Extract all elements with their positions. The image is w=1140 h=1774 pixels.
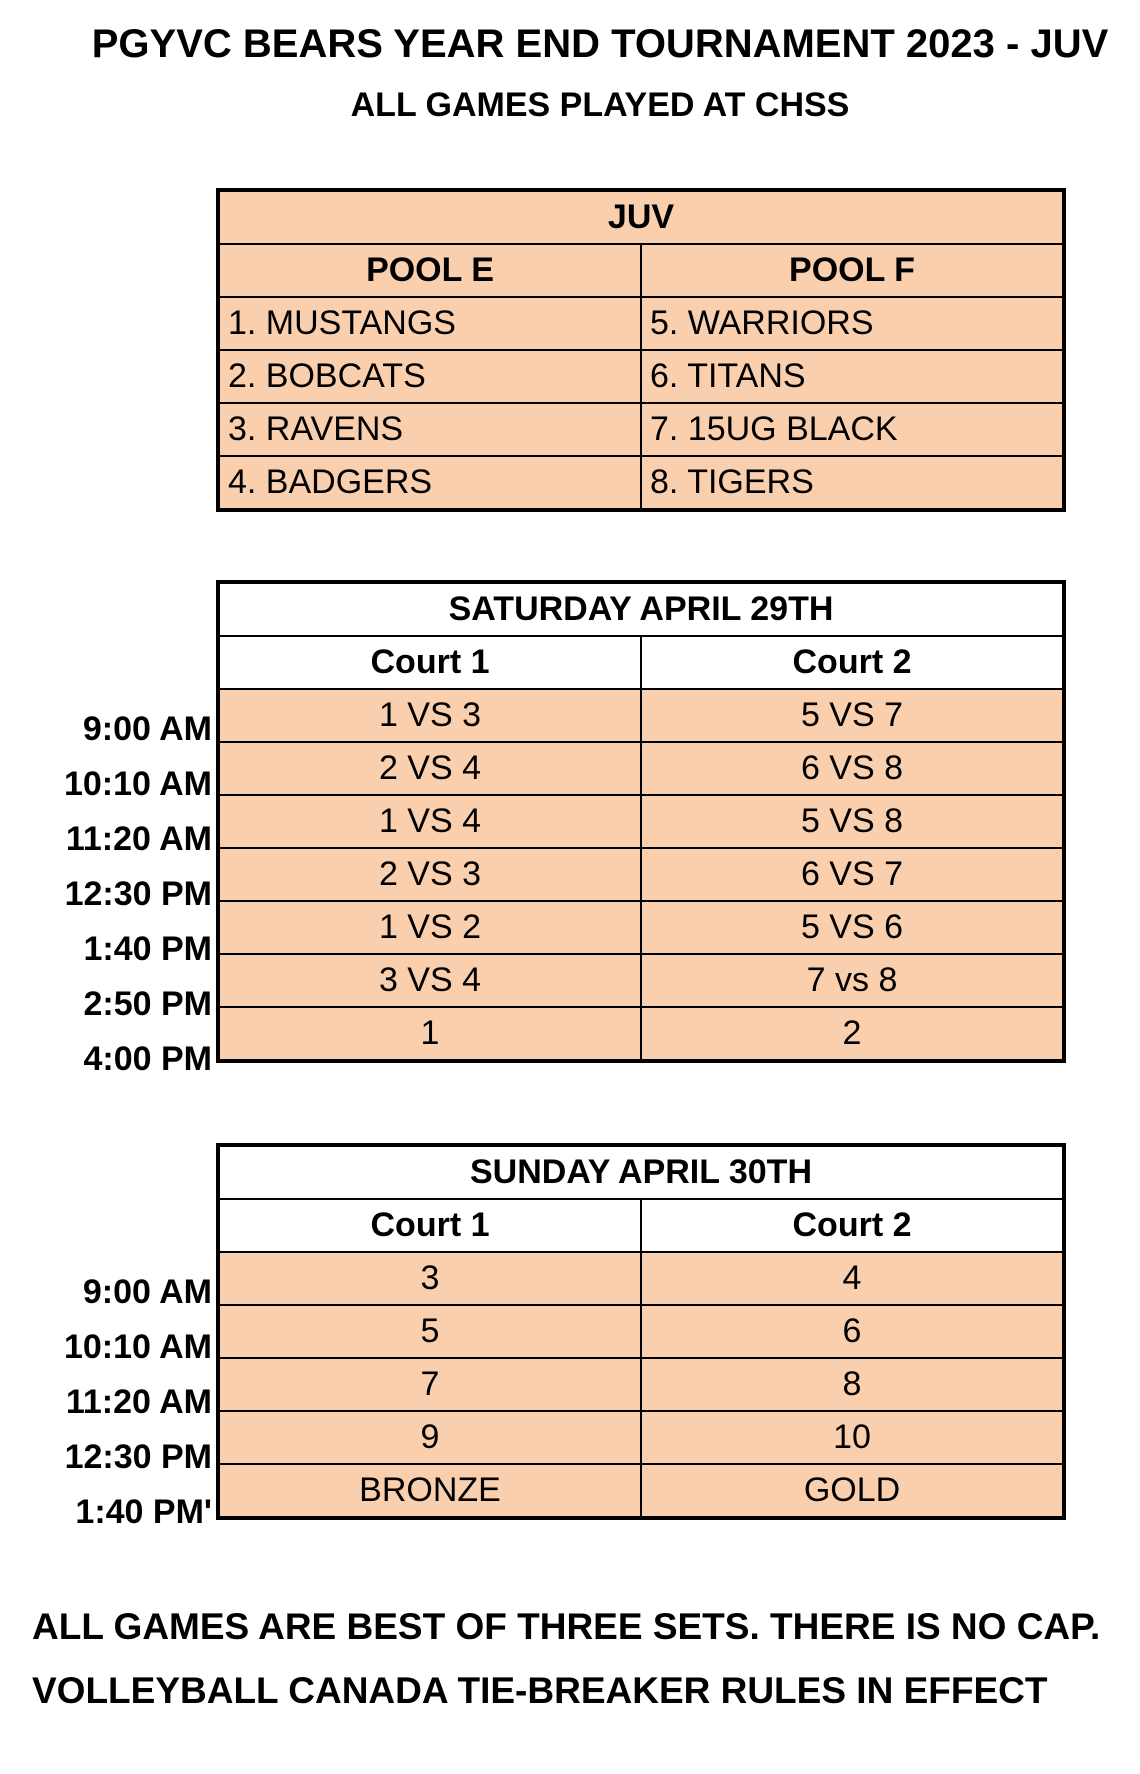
footer-rules-line-1: ALL GAMES ARE BEST OF THREE SETS. THERE IS NO CAP. <box>32 1606 1101 1647</box>
court-2-header: Court 2 <box>641 1199 1064 1252</box>
sunday-day-header: SUNDAY APRIL 30TH <box>218 1145 1064 1199</box>
pool-row <box>218 403 1064 456</box>
table-row <box>218 1411 1064 1464</box>
saturday-time-column <box>0 702 214 1087</box>
court-1-game: 9 <box>218 1411 641 1464</box>
table-row <box>218 1464 1064 1518</box>
court-2-game: 8 <box>641 1358 1064 1411</box>
page-title: PGYVC BEARS YEAR END TOURNAMENT 2023 - JUV <box>91 22 1109 66</box>
court-1-game: 3 <box>218 1252 641 1305</box>
pool-e-team: 2. BOBCATS <box>218 350 641 403</box>
court-2-game: 10 <box>641 1411 1064 1464</box>
court-1-header: Court 1 <box>218 636 641 689</box>
court-2-header: Court 2 <box>641 636 1064 689</box>
court-1-game: 7 <box>218 1358 641 1411</box>
pool-f-team: 5. WARRIORS <box>641 297 1064 350</box>
time-label: 11:20 AM <box>65 1383 212 1421</box>
court-2-game: 5 VS 8 <box>641 795 1064 848</box>
footer-rules-line-2: VOLLEYBALL CANADA TIE-BREAKER RULES IN EFFECT <box>32 1670 1048 1711</box>
court-2-game: 6 <box>641 1305 1064 1358</box>
pool-row <box>218 350 1064 403</box>
pool-f-team: 8. TIGERS <box>641 456 1064 510</box>
pool-f-team: 6. TITANS <box>641 350 1064 403</box>
court-1-game: 1 VS 3 <box>218 689 641 742</box>
table-row <box>218 901 1064 954</box>
pool-e-header: POOL E <box>218 244 641 297</box>
time-label: 9:00 AM <box>82 710 212 748</box>
sunday-schedule-table <box>216 1143 1066 1520</box>
table-row <box>218 1305 1064 1358</box>
court-1-game: 1 VS 4 <box>218 795 641 848</box>
table-row <box>218 1358 1064 1411</box>
time-label: 9:00 AM <box>82 1273 212 1311</box>
pool-row <box>218 456 1064 510</box>
division-header: JUV <box>218 190 1064 244</box>
pool-e-team: 4. BADGERS <box>218 456 641 510</box>
pool-f-header: POOL F <box>641 244 1064 297</box>
time-label: 11:20 AM <box>65 820 212 858</box>
time-label: 4:00 PM <box>83 1040 212 1078</box>
time-label: 1:40 PM' <box>75 1493 212 1531</box>
table-row <box>218 1252 1064 1305</box>
court-2-game: 5 VS 7 <box>641 689 1064 742</box>
court-2-game: 7 vs 8 <box>641 954 1064 1007</box>
pool-e-team: 1. MUSTANGS <box>218 297 641 350</box>
court-2-game: 5 VS 6 <box>641 901 1064 954</box>
saturday-day-header: SATURDAY APRIL 29TH <box>218 582 1064 636</box>
court-2-game: GOLD <box>641 1464 1064 1518</box>
sunday-time-column <box>0 1265 214 1540</box>
table-row <box>218 689 1064 742</box>
court-1-game: 1 <box>218 1007 641 1061</box>
court-2-game: 4 <box>641 1252 1064 1305</box>
court-2-game: 2 <box>641 1007 1064 1061</box>
table-row <box>218 848 1064 901</box>
pool-f-team: 7. 15UG BLACK <box>641 403 1064 456</box>
table-row <box>218 954 1064 1007</box>
table-row <box>218 795 1064 848</box>
time-label: 12:30 PM <box>64 1438 212 1476</box>
table-row <box>218 1007 1064 1061</box>
pool-row <box>218 297 1064 350</box>
time-label: 1:40 PM <box>83 930 212 968</box>
court-1-game: BRONZE <box>218 1464 641 1518</box>
table-row <box>218 742 1064 795</box>
time-label: 10:10 AM <box>63 1328 212 1366</box>
time-label: 10:10 AM <box>63 765 212 803</box>
court-2-game: 6 VS 7 <box>641 848 1064 901</box>
court-1-game: 3 VS 4 <box>218 954 641 1007</box>
court-1-game: 5 <box>218 1305 641 1358</box>
saturday-schedule-table <box>216 580 1066 1063</box>
court-1-header: Court 1 <box>218 1199 641 1252</box>
time-label: 12:30 PM <box>64 875 212 913</box>
time-label: 2:50 PM <box>83 985 212 1023</box>
pool-table <box>216 188 1066 512</box>
court-1-game: 2 VS 3 <box>218 848 641 901</box>
court-1-game: 2 VS 4 <box>218 742 641 795</box>
pool-e-team: 3. RAVENS <box>218 403 641 456</box>
court-1-game: 1 VS 2 <box>218 901 641 954</box>
page-subtitle: ALL GAMES PLAYED AT CHSS <box>350 86 850 124</box>
court-2-game: 6 VS 8 <box>641 742 1064 795</box>
